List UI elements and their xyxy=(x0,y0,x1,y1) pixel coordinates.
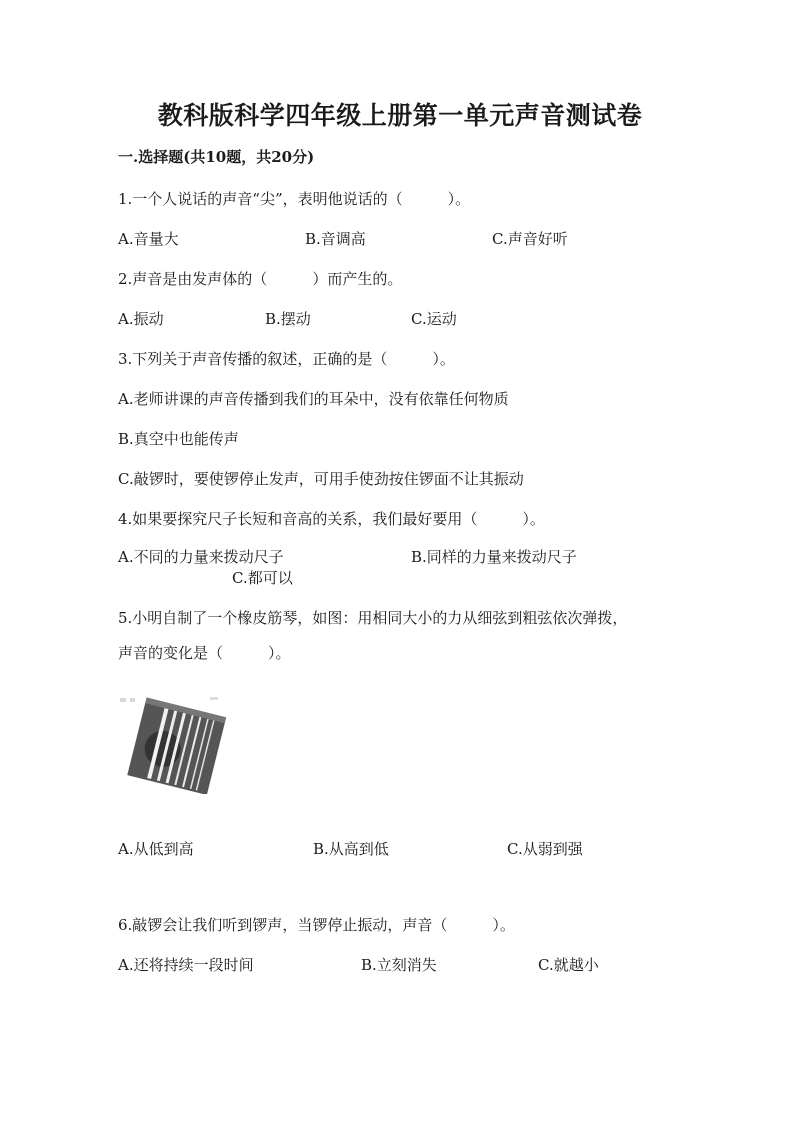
question-1-stem: 1.一个人说话的声音“尖”，表明他说话的（ ）。 xyxy=(118,190,471,208)
question-6-option-c: C.就越小 xyxy=(538,956,599,974)
question-3-option-c: C.敲锣时，要使锣停止发声，可用手使劲按住锣面不让其振动 xyxy=(118,470,524,488)
question-4-stem: 4.如果要探究尺子长短和音高的关系，我们最好要用（ ）。 xyxy=(118,510,545,528)
question-2-option-b: B.摆动 xyxy=(265,310,311,328)
section-heading: 一.选择题(共10题，共20分) xyxy=(118,148,315,166)
question-3-stem: 3.下列关于声音传播的叙述，正确的是（ ）。 xyxy=(118,350,455,368)
question-4-option-b: B.同样的力量来拨动尺子 xyxy=(411,548,577,566)
page-title: 教科版科学四年级上册第一单元声音测试卷 xyxy=(157,101,643,130)
question-4-option-c: C.都可以 xyxy=(232,569,293,587)
question-3-option-a: A.老师讲课的声音传播到我们的耳朵中，没有依靠任何物质 xyxy=(118,390,509,408)
question-1-option-c: C.声音好听 xyxy=(492,230,568,248)
question-3-option-b: B.真空中也能传声 xyxy=(118,430,239,448)
question-6-stem: 6.敲锣会让我们听到锣声，当锣停止振动，声音（ ）。 xyxy=(118,916,515,934)
question-2-option-a: A.振动 xyxy=(118,310,164,328)
question-6-option-b: B.立刻消失 xyxy=(361,956,437,974)
question-5-option-b: B.从高到低 xyxy=(313,840,389,858)
question-2-option-c: C.运动 xyxy=(411,310,457,328)
question-1-option-a: A.音量大 xyxy=(118,230,179,248)
question-4-option-a: A.不同的力量来拨动尺子 xyxy=(118,548,284,566)
question-1-option-b: B.音调高 xyxy=(305,230,366,248)
question-6-option-a: A.还将持续一段时间 xyxy=(118,956,254,974)
question-5-option-a: A.从低到高 xyxy=(118,840,194,858)
question-5-stem-line-2: 声音的变化是（ ）。 xyxy=(118,644,291,662)
rubber-band-guitar-image xyxy=(118,694,228,794)
question-2-stem: 2.声音是由发声体的（ ）而产生的。 xyxy=(118,270,403,288)
question-5-stem-line-1: 5.小明自制了一个橡皮筋琴，如图：用相同大小的力从细弦到粗弦依次弹拨， xyxy=(118,609,628,627)
question-5-option-c: C.从弱到强 xyxy=(507,840,583,858)
